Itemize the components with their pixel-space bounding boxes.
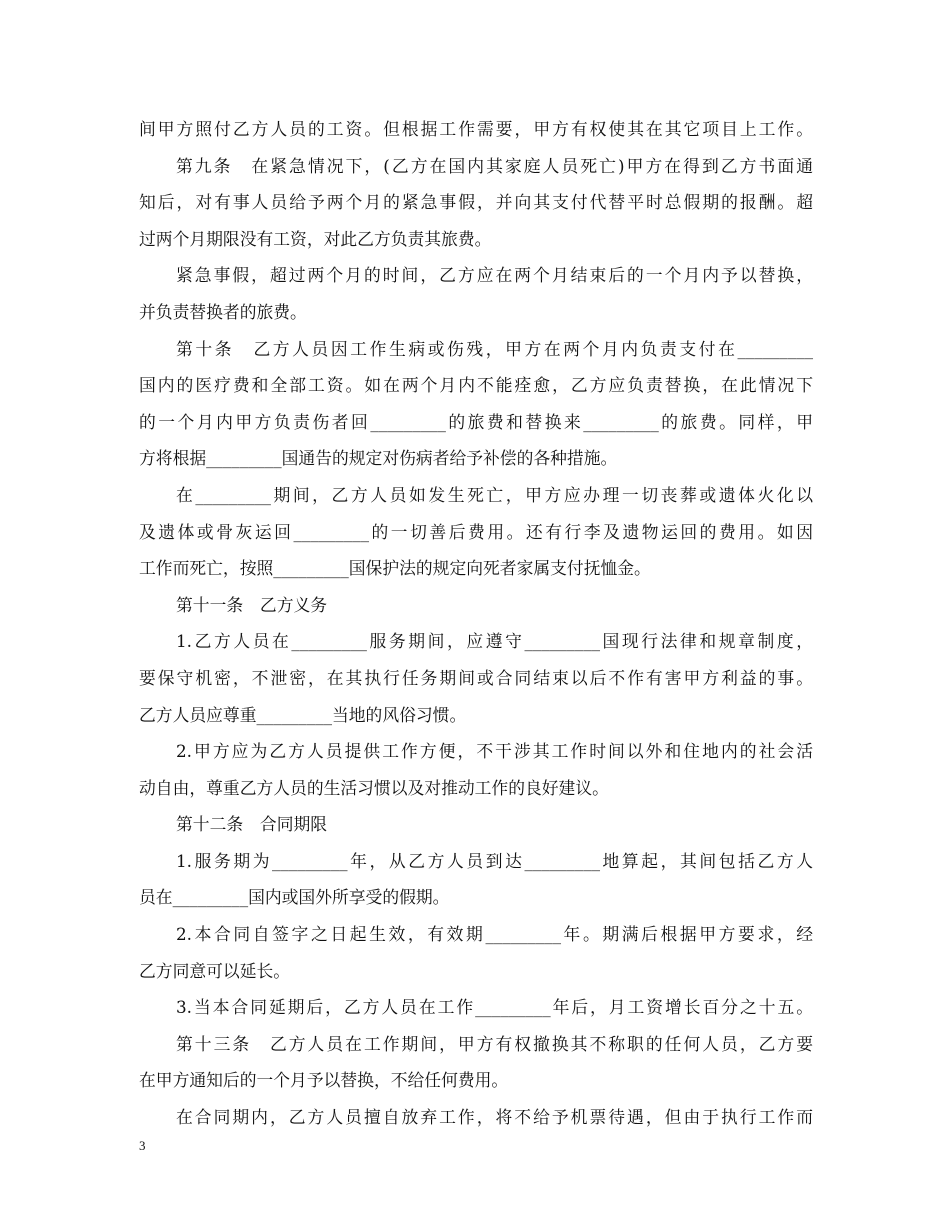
text-line: 2.本合同自签字之日起生效，有效期_________年。期满后根据甲方要求，经 <box>176 924 813 945</box>
text-line: 第十条 乙方人员因工作生病或伤残，甲方在两个月内负责支付在_________ <box>176 338 813 359</box>
text-line: 间甲方照付乙方人员的工资。但根据工作需要，甲方有权使其在其它项目上工作。 <box>139 119 813 139</box>
document-page <box>139 111 813 1136</box>
text-line: 第十一条 乙方义务 <box>176 594 328 615</box>
text-line: 3.当本合同延期后，乙方人员在工作_________年后，月工资增长百分之十五。 <box>176 997 813 1018</box>
text-line: 的一个月内甲方负责伤者回_________的旅费和替换来_________的旅费。同样，甲 <box>139 411 813 432</box>
text-line: 1.服务期为_________年，从乙方人员到达_________地算起，其间包括乙方人 <box>176 850 813 871</box>
text-line: 国内的医疗费和全部工资。如在两个月内不能痊愈，乙方应负责替换，在此情况下 <box>139 375 813 396</box>
text-line: 在合同期内，乙方人员擅自放弃工作，将不给予机票待遇，但由于执行工作而 <box>176 1107 813 1128</box>
text-line: 要保守机密，不泄密，在其执行任务期间或合同结束以后不作有害甲方利益的事。 <box>139 667 813 688</box>
page-number: 3 <box>139 1138 146 1153</box>
text-line: 方将根据_________国通告的规定对伤病者给予补偿的各种措施。 <box>139 448 618 469</box>
text-line: 及遗体或骨灰运回_________的一切善后费用。还有行李及遗物运回的费用。如因 <box>139 521 813 542</box>
text-line: 1.乙方人员在_________服务期间，应遵守_________国现行法律和规章制度， <box>176 631 813 652</box>
text-line: 乙方同意可以延长。 <box>139 960 291 981</box>
text-line: 知后，对有事人员给予两个月的紧急事假，并向其支付代替平时总假期的报酬。超 <box>139 192 813 213</box>
text-line: 员在_________国内或国外所享受的假期。 <box>139 887 450 908</box>
text-line: 在_________期间，乙方人员如发生死亡，甲方应办理一切丧葬或遗体火化以 <box>176 484 813 505</box>
text-line: 在甲方通知后的一个月予以替换，不给任何费用。 <box>139 1070 509 1091</box>
text-line: 紧急事假，超过两个月的时间，乙方应在两个月结束后的一个月内予以替换， <box>176 265 813 286</box>
text-line: 过两个月期限没有工资，对此乙方负责其旅费。 <box>139 228 492 249</box>
text-line: 第十三条 乙方人员在工作期间，甲方有权撤换其不称职的任何人员，乙方要 <box>176 1033 813 1054</box>
text-line: 第九条 在紧急情况下，(乙方在国内其家庭人员死亡)甲方在得到乙方书面通 <box>176 155 813 176</box>
text-line: 乙方人员应尊重_________当地的风俗习惯。 <box>139 704 467 725</box>
text-line: 2.甲方应为乙方人员提供工作方便，不干涉其工作时间以外和住地内的社会活 <box>176 741 813 762</box>
text-line: 第十二条 合同期限 <box>176 814 328 835</box>
text-line: 工作而死亡，按照_________国保护法的规定向死者家属支付抚恤金。 <box>139 558 651 579</box>
document-body <box>139 111 813 1136</box>
text-line: 动自由，尊重乙方人员的生活习惯以及对推动工作的良好建议。 <box>139 777 609 798</box>
text-line: 并负责替换者的旅费。 <box>139 301 307 322</box>
